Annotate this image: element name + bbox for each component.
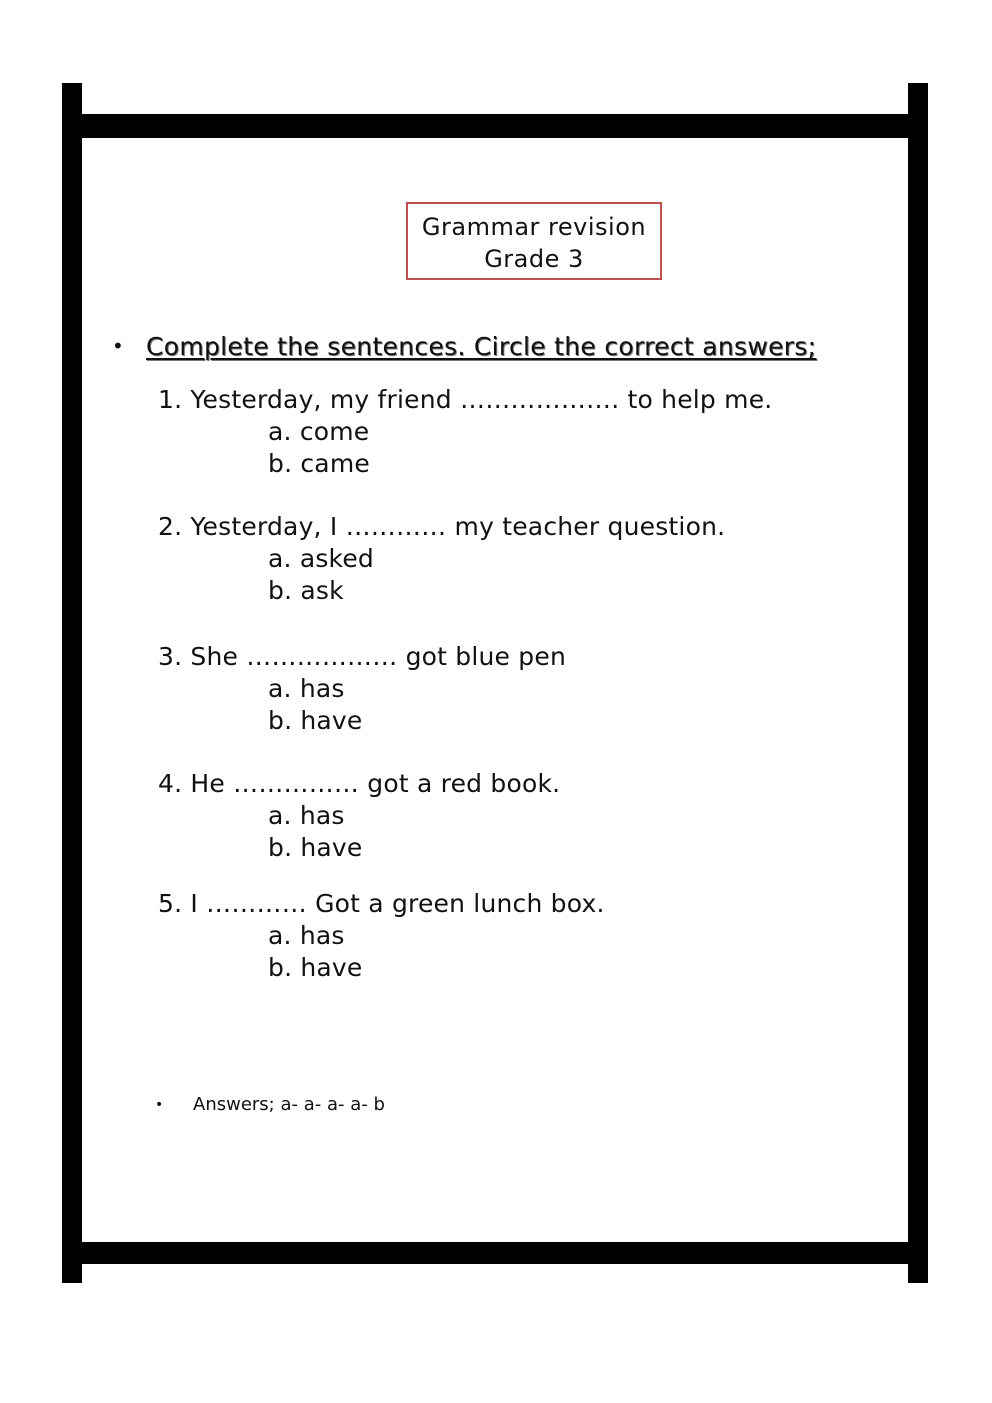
title-box xyxy=(406,202,662,280)
question-1-option-a[interactable]: a. come xyxy=(268,417,370,446)
title-line-2: Grade 3 xyxy=(484,245,584,273)
frame-bottom-border xyxy=(62,1242,928,1264)
question-3-option-b[interactable]: b. have xyxy=(268,706,363,735)
question-2-options xyxy=(158,543,725,607)
title-line-1: Grammar revision xyxy=(421,213,647,241)
question-3 xyxy=(158,641,566,737)
answers-text: Answers; a- a- a- a- b xyxy=(193,1094,385,1115)
answers-line xyxy=(155,1092,385,1118)
frame-right-border xyxy=(908,83,928,1283)
frame-left-border xyxy=(62,83,82,1283)
question-4 xyxy=(158,768,560,864)
question-5 xyxy=(158,888,605,984)
question-3-option-a[interactable]: a. has xyxy=(268,674,345,703)
question-1-option-b[interactable]: b. came xyxy=(268,449,370,478)
question-5-option-a[interactable]: a. has xyxy=(268,921,345,950)
question-1-text: 1. Yesterday, my friend ………………. to help me. xyxy=(158,385,773,414)
question-1-options xyxy=(158,416,772,480)
bullet-icon: • xyxy=(112,334,125,358)
question-3-options xyxy=(158,673,566,737)
question-5-text: 5. I ………… Got a green lunch box. xyxy=(158,889,605,918)
question-2-option-a[interactable]: a. asked xyxy=(268,544,374,573)
instruction-text: Complete the sentences. Circle the correct answers; xyxy=(146,332,817,361)
question-4-options xyxy=(158,800,560,864)
question-5-option-b[interactable]: b. have xyxy=(268,953,363,982)
instruction xyxy=(112,328,816,365)
question-4-option-a[interactable]: a. has xyxy=(268,801,345,830)
question-3-text: 3. She ……………… got blue pen xyxy=(158,642,566,671)
question-4-option-b[interactable]: b. have xyxy=(268,833,363,862)
question-1 xyxy=(158,384,772,480)
question-5-options xyxy=(158,920,605,984)
frame-top-border xyxy=(62,114,928,138)
question-2-option-b[interactable]: b. ask xyxy=(268,576,344,605)
question-2 xyxy=(158,511,725,607)
question-2-text: 2. Yesterday, I ………… my teacher question. xyxy=(158,512,726,541)
question-4-text: 4. He …………… got a red book. xyxy=(158,769,561,798)
answers-bullet-icon: • xyxy=(155,1097,164,1113)
